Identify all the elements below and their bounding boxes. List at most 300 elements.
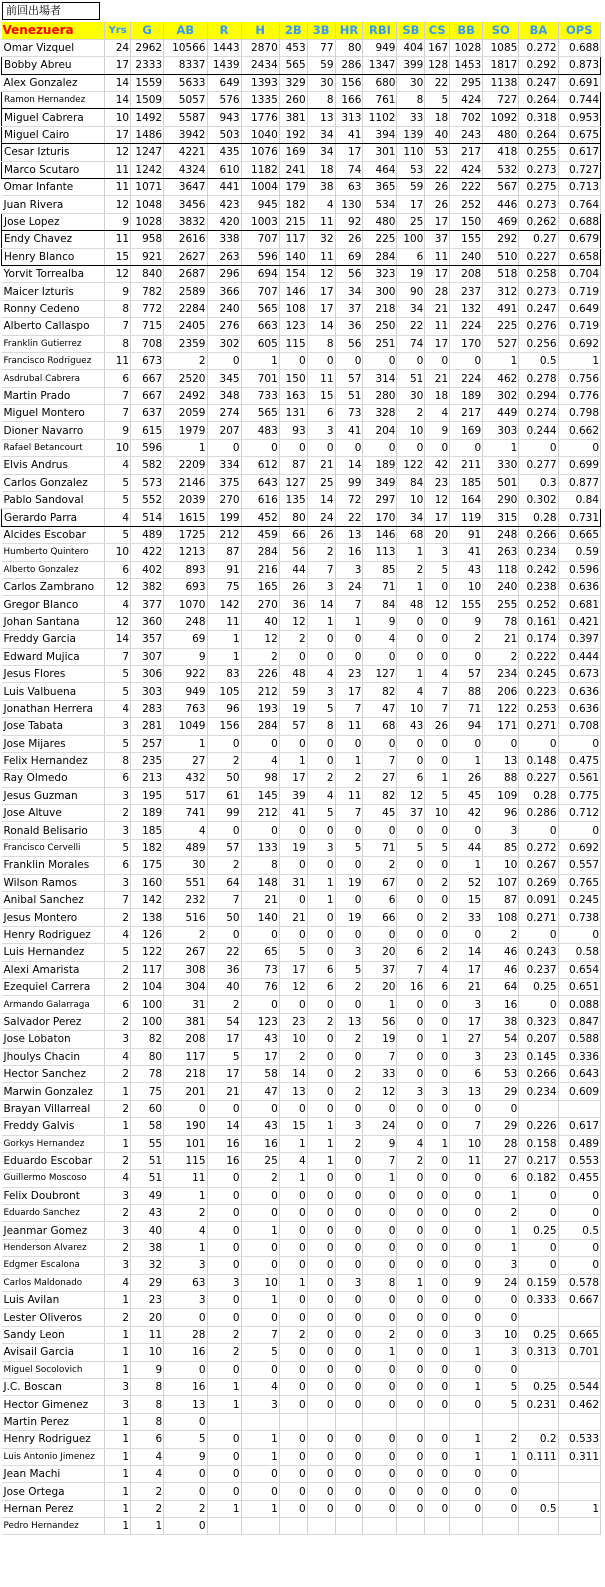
stat-cell-ops: 0.713 [558, 179, 600, 196]
stat-cell-ops: 0.873 [558, 57, 600, 74]
stat-cell-sb: 68 [397, 526, 425, 543]
stat-cell-ops: 0 [558, 439, 600, 456]
stat-cell-hr: 56 [335, 265, 363, 282]
stat-cell-yrs: 1 [105, 1518, 131, 1535]
stat-cell-bb: 0 [450, 1396, 483, 1413]
stat-cell-sb: 122 [397, 457, 425, 474]
stat-cell-ops [558, 1100, 600, 1117]
player-name-cell: Hernan Perez [2, 1500, 105, 1517]
stat-cell-cs: 11 [425, 318, 450, 335]
stat-cell-g: 195 [131, 787, 164, 804]
stat-cell-hr [335, 1413, 363, 1430]
stat-cell-2b: 0 [279, 1465, 307, 1482]
stat-cell-cs: 0 [425, 1170, 450, 1187]
stat-cell-g: 257 [131, 735, 164, 752]
stat-cell-g: 43 [131, 1205, 164, 1222]
player-name-cell: Jesus Montero [2, 909, 105, 926]
stat-cell-ba [519, 1100, 558, 1117]
stat-cell-ops: 0 [558, 822, 600, 839]
stat-cell-ab: 101 [164, 1135, 207, 1152]
stat-cell-ba: 0.292 [519, 57, 558, 74]
stat-cell-so: 1 [483, 1239, 519, 1256]
col-header-so: SO [483, 22, 519, 39]
stat-cell-3b: 1 [307, 1118, 335, 1135]
stat-cell-r: 75 [207, 579, 241, 596]
stat-cell-h: 596 [241, 248, 279, 265]
table-row [2, 161, 601, 178]
stat-cell-rbi: 0 [363, 1431, 397, 1448]
stat-cell-ops: 0.712 [558, 805, 600, 822]
stat-cell-ab: 308 [164, 961, 207, 978]
stat-cell-so: 255 [483, 596, 519, 613]
stat-cell-3b: 1 [307, 874, 335, 891]
stat-cell-ba: 0.271 [519, 909, 558, 926]
stat-cell-r: 0 [207, 1292, 241, 1309]
stat-cell-cs: 0 [425, 1118, 450, 1135]
stat-cell-sb: 0 [397, 1378, 425, 1395]
stat-cell-g: 2 [131, 1483, 164, 1500]
player-name-cell: Luis Avilan [2, 1292, 105, 1309]
stat-cell-rbi: 12 [363, 1083, 397, 1100]
stat-cell-sb: 84 [397, 474, 425, 491]
stat-cell-hr: 16 [335, 544, 363, 561]
stat-cell-ba: 0.273 [519, 196, 558, 213]
stat-cell-3b: 14 [307, 318, 335, 335]
stat-cell-rbi: 280 [363, 387, 397, 404]
player-name-cell: Hector Sanchez [2, 1065, 105, 1082]
stat-cell-ops: 0 [558, 1205, 600, 1222]
stat-cell-cs: 0 [425, 631, 450, 648]
stat-cell-sb: 0 [397, 1326, 425, 1343]
stat-cell-so: 0 [483, 1292, 519, 1309]
stat-cell-hr: 63 [335, 179, 363, 196]
stat-cell-ba: 0.275 [519, 179, 558, 196]
stat-cell-bb: 2 [450, 631, 483, 648]
stat-cell-r: 91 [207, 561, 241, 578]
stat-cell-g: 307 [131, 648, 164, 665]
stat-cell-bb: 27 [450, 1031, 483, 1048]
table-row [2, 1013, 601, 1030]
stat-cell-r: 11 [207, 613, 241, 630]
stat-cell-ab: 3942 [164, 126, 207, 143]
stat-cell-bb: 0 [450, 1100, 483, 1117]
stat-cell-r [207, 1413, 241, 1430]
stat-cell-ops: 0.5 [558, 1222, 600, 1239]
stat-cell-ab: 1049 [164, 718, 207, 735]
stat-cell-ab: 893 [164, 561, 207, 578]
stat-cell-g: 40 [131, 1222, 164, 1239]
stat-cell-ba: 0.247 [519, 74, 558, 91]
table-row [2, 92, 601, 109]
table-row [2, 387, 601, 404]
stat-cell-bb: 237 [450, 283, 483, 300]
stat-cell-2b: 179 [279, 179, 307, 196]
stat-cell-yrs: 9 [105, 422, 131, 439]
stat-cell-bb: 224 [450, 370, 483, 387]
table-row [2, 1361, 601, 1378]
stat-cell-g: 667 [131, 370, 164, 387]
stat-cell-rbi: 0 [363, 648, 397, 665]
stat-cell-r: 50 [207, 909, 241, 926]
stat-cell-yrs: 14 [105, 74, 131, 91]
stat-cell-bb: 295 [450, 74, 483, 91]
stat-cell-2b: 26 [279, 579, 307, 596]
stat-cell-ab: 304 [164, 978, 207, 995]
stat-cell-h: 2 [241, 1170, 279, 1187]
stat-cell-hr: 13 [335, 1013, 363, 1030]
stat-cell-ab: 69 [164, 631, 207, 648]
stat-cell-3b: 0 [307, 1465, 335, 1482]
player-name-cell: Johan Santana [2, 613, 105, 630]
stat-cell-rbi: 0 [363, 1309, 397, 1326]
stat-cell-so: 3 [483, 1257, 519, 1274]
player-name-cell: Alcides Escobar [2, 526, 105, 543]
stat-cell-rbi: 0 [363, 1500, 397, 1517]
stat-cell-rbi: 0 [363, 1100, 397, 1117]
player-name-cell: Lester Oliveros [2, 1309, 105, 1326]
stat-cell-so: 96 [483, 805, 519, 822]
stat-cell-sb: 34 [397, 509, 425, 526]
stat-cell-hr: 2 [335, 1135, 363, 1152]
stat-cell-ba: 0.242 [519, 561, 558, 578]
stat-cell-ba: 0.271 [519, 718, 558, 735]
player-name-cell: Miguel Montero [2, 405, 105, 422]
player-name-cell: Armando Galarraga [2, 996, 105, 1013]
stat-cell-h: 616 [241, 492, 279, 509]
stat-cell-3b: 8 [307, 92, 335, 109]
stat-cell-so: 6 [483, 1170, 519, 1187]
stat-cell-hr: 3 [335, 1118, 363, 1135]
stat-cell-yrs: 2 [105, 1205, 131, 1222]
stat-cell-sb: 0 [397, 1344, 425, 1361]
table-row [2, 283, 601, 300]
table-row [2, 544, 601, 561]
stat-cell-cs: 23 [425, 474, 450, 491]
stat-cell-hr: 0 [335, 1239, 363, 1256]
player-name-cell: Francisco Cervelli [2, 839, 105, 856]
player-name-cell: Eduardo Sanchez [2, 1205, 105, 1222]
stat-cell-sb: 51 [397, 370, 425, 387]
stat-cell-g: 281 [131, 718, 164, 735]
player-name-cell: Felix Doubront [2, 1187, 105, 1204]
stat-cell-3b: 12 [307, 265, 335, 282]
stat-cell-ba: 0.5 [519, 352, 558, 369]
stat-cell-2b: 1 [279, 1170, 307, 1187]
stat-cell-3b: 1 [307, 613, 335, 630]
stat-cell-so: 240 [483, 579, 519, 596]
stat-cell-ba: 0.231 [519, 1396, 558, 1413]
stat-cell-r: 338 [207, 231, 241, 248]
stat-cell-sb: 0 [397, 1483, 425, 1500]
table-row [2, 1413, 601, 1430]
stat-cell-3b: 0 [307, 1396, 335, 1413]
player-name-cell: Salvador Perez [2, 1013, 105, 1030]
stat-cell-yrs: 4 [105, 1274, 131, 1291]
stat-cell-ops [558, 1361, 600, 1378]
stat-cell-2b: 12 [279, 978, 307, 995]
stat-cell-2b: 163 [279, 387, 307, 404]
stat-cell-bb: 0 [450, 1483, 483, 1500]
stat-cell-ops: 0.688 [558, 39, 600, 56]
stat-cell-r: 420 [207, 213, 241, 230]
stat-cell-hr: 99 [335, 474, 363, 491]
stat-cell-r: 156 [207, 718, 241, 735]
stat-cell-yrs: 1 [105, 1483, 131, 1500]
stat-cell-2b: 115 [279, 335, 307, 352]
stat-cell-ops: 0.688 [558, 213, 600, 230]
stat-cell-bb: 15 [450, 892, 483, 909]
stat-cell-2b: 0 [279, 352, 307, 369]
stat-cell-g: 573 [131, 474, 164, 491]
stat-cell-h: 733 [241, 387, 279, 404]
stat-cell-yrs: 3 [105, 1257, 131, 1274]
stat-cell-ba: 0.264 [519, 92, 558, 109]
stat-cell-h: 58 [241, 1065, 279, 1082]
stat-cell-ab: 693 [164, 579, 207, 596]
table-row [2, 1065, 601, 1082]
stat-cell-ops: 0.088 [558, 996, 600, 1013]
table-row [2, 405, 601, 422]
stat-cell-hr [335, 1518, 363, 1535]
stat-cell-yrs: 6 [105, 370, 131, 387]
stat-cell-ba: 0.273 [519, 161, 558, 178]
stat-cell-g: 1242 [131, 161, 164, 178]
player-name-cell: Hector Gimenez [2, 1396, 105, 1413]
stat-cell-g: 60 [131, 1100, 164, 1117]
stat-cell-so: 21 [483, 631, 519, 648]
stat-cell-sb: 37 [397, 805, 425, 822]
stat-cell-g: 175 [131, 857, 164, 874]
stat-cell-ab: 0 [164, 1309, 207, 1326]
stat-cell-sb: 0 [397, 439, 425, 456]
stat-cell-ba: 0 [519, 439, 558, 456]
stat-cell-g: 8 [131, 1396, 164, 1413]
stat-cell-ops: 0.553 [558, 1152, 600, 1169]
stat-cell-2b: 0 [279, 996, 307, 1013]
stat-cell-sb: 0 [397, 874, 425, 891]
stat-cell-ab: 2359 [164, 335, 207, 352]
table-row [2, 978, 601, 995]
stat-cell-sb: 0 [397, 752, 425, 769]
stat-cell-bb: 0 [450, 439, 483, 456]
stat-cell-2b: 0 [279, 1483, 307, 1500]
stat-cell-hr: 22 [335, 509, 363, 526]
stat-cell-g: 1247 [131, 144, 164, 161]
stat-cell-rbi: 47 [363, 700, 397, 717]
stat-cell-yrs: 17 [105, 57, 131, 74]
stat-cell-3b: 0 [307, 1448, 335, 1465]
stat-cell-ab: 63 [164, 1274, 207, 1291]
stat-cell-ab: 949 [164, 683, 207, 700]
stat-cell-ops: 0.675 [558, 126, 600, 143]
stat-cell-2b: 0 [279, 1431, 307, 1448]
stat-cell-2b: 0 [279, 1361, 307, 1378]
stat-cell-h: 1182 [241, 161, 279, 178]
stat-cell-ab: 2146 [164, 474, 207, 491]
stat-cell-h: 0 [241, 1257, 279, 1274]
stat-cell-hr: 313 [335, 109, 363, 126]
stat-cell-bb: 1 [450, 752, 483, 769]
stat-cell-sb: 0 [397, 822, 425, 839]
stat-cell-ba: 0.28 [519, 787, 558, 804]
stat-cell-g: 2 [131, 1500, 164, 1517]
stat-cell-3b: 0 [307, 439, 335, 456]
stat-cell-rbi: 2 [363, 857, 397, 874]
stat-cell-sb: 25 [397, 213, 425, 230]
stat-cell-cs: 128 [425, 57, 450, 74]
stat-cell-rbi: 24 [363, 1118, 397, 1135]
stat-cell-g: 377 [131, 596, 164, 613]
stat-cell-r: 2 [207, 1344, 241, 1361]
stat-cell-hr: 0 [335, 1465, 363, 1482]
stat-cell-ba: 0.158 [519, 1135, 558, 1152]
stat-cell-3b [307, 1413, 335, 1430]
stat-cell-bb: 222 [450, 179, 483, 196]
stat-cell-ba: 0.227 [519, 248, 558, 265]
stat-cell-h: 73 [241, 961, 279, 978]
stat-cell-bb: 0 [450, 735, 483, 752]
stat-cell-ab: 1615 [164, 509, 207, 526]
stat-cell-ops: 0.596 [558, 561, 600, 578]
stat-cell-rbi: 225 [363, 231, 397, 248]
table-row [2, 1483, 601, 1500]
stat-cell-ba: 0.222 [519, 648, 558, 665]
stat-cell-rbi: 218 [363, 300, 397, 317]
stat-cell-sb: 0 [397, 1500, 425, 1517]
stat-cell-so: 2 [483, 1205, 519, 1222]
table-row [2, 318, 601, 335]
stat-cell-3b: 77 [307, 39, 335, 56]
stat-cell-cs [425, 1413, 450, 1430]
player-name-cell: Franklin Morales [2, 857, 105, 874]
stat-cell-g: 1492 [131, 109, 164, 126]
stat-cell-cs: 5 [425, 787, 450, 804]
stat-cell-3b: 3 [307, 839, 335, 856]
stat-cell-so: 449 [483, 405, 519, 422]
stat-cell-h [241, 1413, 279, 1430]
stat-cell-ops: 0.691 [558, 74, 600, 91]
stat-cell-yrs: 7 [105, 648, 131, 665]
stat-cell-ba: 0.25 [519, 978, 558, 995]
stat-cell-h: 1 [241, 1448, 279, 1465]
table-row [2, 474, 601, 491]
stat-cell-2b: 2 [279, 1048, 307, 1065]
stat-cell-hr: 0 [335, 926, 363, 943]
stat-cell-hr: 3 [335, 1274, 363, 1291]
stat-cell-g: 20 [131, 1309, 164, 1326]
stat-cell-yrs: 9 [105, 283, 131, 300]
stat-cell-yrs: 6 [105, 857, 131, 874]
table-row [2, 1031, 601, 1048]
stat-cell-so: 10 [483, 1326, 519, 1343]
stat-cell-so: 532 [483, 161, 519, 178]
stat-cell-ops: 1 [558, 352, 600, 369]
player-name-cell: Gregor Blanco [2, 596, 105, 613]
col-header-cs: CS [425, 22, 450, 39]
stat-cell-hr: 286 [335, 57, 363, 74]
stat-cell-ab: 2 [164, 352, 207, 369]
player-name-cell: Maicer Izturis [2, 283, 105, 300]
stat-cell-so [483, 1518, 519, 1535]
col-header-ab: AB [164, 22, 207, 39]
stat-cell-rbi: 113 [363, 544, 397, 561]
stat-cell-r: 64 [207, 874, 241, 891]
stat-cell-bb: 3 [450, 1326, 483, 1343]
player-name-cell: Sandy Leon [2, 1326, 105, 1343]
stat-cell-rbi: 20 [363, 978, 397, 995]
stat-cell-so: 46 [483, 944, 519, 961]
stat-cell-sb: 0 [397, 613, 425, 630]
stat-cell-sb: 0 [397, 996, 425, 1013]
stat-cell-cs: 0 [425, 1048, 450, 1065]
stat-cell-3b: 0 [307, 1031, 335, 1048]
player-name-cell: Pedro Hernandez [2, 1518, 105, 1535]
stat-cell-bb: 3 [450, 996, 483, 1013]
stat-cell-3b: 21 [307, 457, 335, 474]
stat-cell-2b: 0 [279, 892, 307, 909]
stat-cell-ba: 0.255 [519, 144, 558, 161]
stat-cell-r: 14 [207, 1118, 241, 1135]
stat-cell-g: 596 [131, 439, 164, 456]
stat-cell-ba: 0.266 [519, 526, 558, 543]
stat-cell-ba: 0.2 [519, 1431, 558, 1448]
stat-cell-g: 80 [131, 1048, 164, 1065]
stat-cell-ab: 2039 [164, 492, 207, 509]
player-name-cell: Henderson Alvarez [2, 1239, 105, 1256]
stat-cell-yrs: 8 [105, 752, 131, 769]
stat-cell-g: 32 [131, 1257, 164, 1274]
stat-cell-ab: 3456 [164, 196, 207, 213]
stat-cell-3b: 0 [307, 1065, 335, 1082]
stat-cell-sb: 5 [397, 839, 425, 856]
stat-cell-ab: 551 [164, 874, 207, 891]
stat-cell-cs: 4 [425, 405, 450, 422]
stat-cell-so: 107 [483, 874, 519, 891]
stat-cell-ops: 0.756 [558, 370, 600, 387]
table-row [2, 39, 601, 56]
stat-cell-ab: 2687 [164, 265, 207, 282]
stat-cell-cs: 18 [425, 387, 450, 404]
stat-cell-2b: 182 [279, 196, 307, 213]
stat-cell-ba: 0.148 [519, 752, 558, 769]
stat-cell-sb [397, 1413, 425, 1430]
stat-cell-3b: 0 [307, 926, 335, 943]
stat-cell-r: 17 [207, 1065, 241, 1082]
stat-cell-3b: 5 [307, 700, 335, 717]
stat-cell-so: 312 [483, 283, 519, 300]
stat-cell-ba: 0.267 [519, 857, 558, 874]
stat-cell-ab: 208 [164, 1031, 207, 1048]
stat-cell-2b [279, 1413, 307, 1430]
stat-cell-rbi: 761 [363, 92, 397, 109]
stat-cell-bb: 42 [450, 805, 483, 822]
stat-cell-r: 0 [207, 1187, 241, 1204]
stat-cell-rbi: 0 [363, 1239, 397, 1256]
stat-cell-rbi: 85 [363, 561, 397, 578]
table-row [2, 1500, 601, 1517]
stat-cell-cs: 0 [425, 1013, 450, 1030]
stat-cell-ab: 201 [164, 1083, 207, 1100]
stat-cell-yrs: 1 [105, 1344, 131, 1361]
stat-cell-2b: 36 [279, 596, 307, 613]
stat-cell-ops: 0.665 [558, 526, 600, 543]
stat-cell-rbi: 0 [363, 1257, 397, 1274]
player-name-cell: Pablo Sandoval [2, 492, 105, 509]
stat-cell-ab: 13 [164, 1396, 207, 1413]
stat-cell-h: 1076 [241, 144, 279, 161]
stat-cell-bb: 185 [450, 474, 483, 491]
stat-cell-bb: 119 [450, 509, 483, 526]
